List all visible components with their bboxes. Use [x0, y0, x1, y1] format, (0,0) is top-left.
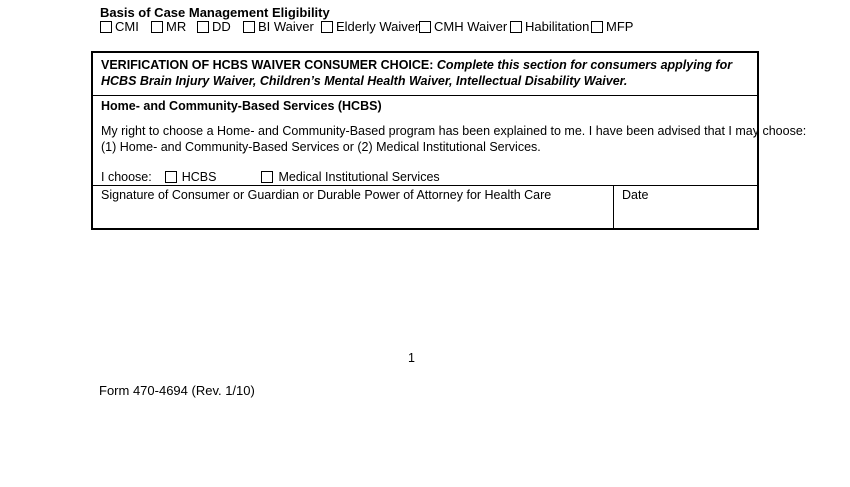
eligibility-option-label: DD — [212, 19, 231, 34]
eligibility-option-cmi[interactable] — [100, 19, 139, 34]
divider — [93, 95, 757, 96]
eligibility-option-dd[interactable] — [197, 19, 231, 34]
page-number: 1 — [408, 351, 415, 365]
eligibility-option-habilitation[interactable] — [510, 19, 589, 34]
eligibility-title: Basis of Case Management Eligibility — [100, 5, 330, 20]
checkbox-cmi[interactable] — [100, 21, 112, 33]
checkbox-bi-waiver[interactable] — [243, 21, 255, 33]
eligibility-option-label: Elderly Waiver — [336, 19, 420, 34]
checkbox-medical-institutional[interactable] — [261, 171, 273, 183]
signature-field[interactable] — [97, 203, 607, 225]
eligibility-option-label: MFP — [606, 19, 634, 34]
date-field-label: Date — [622, 188, 649, 202]
eligibility-option-label: BI Waiver — [258, 19, 314, 34]
hcbs-heading: Home- and Community-Based Services (HCBS) — [101, 99, 382, 113]
eligibility-option-cmh-waiver[interactable] — [419, 19, 507, 34]
checkbox-cmh-waiver[interactable] — [419, 21, 431, 33]
verification-intro — [101, 57, 751, 89]
divider — [93, 185, 757, 186]
choose-label: I choose: — [101, 170, 152, 184]
eligibility-option-label: CMH Waiver — [434, 19, 508, 34]
eligibility-option-label: CMI — [115, 19, 139, 34]
divider — [613, 185, 614, 228]
checkbox-dd[interactable] — [197, 21, 209, 33]
date-field[interactable] — [618, 203, 753, 225]
checkbox-habilitation[interactable] — [510, 21, 522, 33]
signature-field-label: Signature of Consumer or Guardian or Durable Power of Attorney for Health Care — [101, 188, 552, 202]
form-id: Form 470-4694 (Rev. 1/10) — [99, 383, 255, 398]
checkbox-elderly-waiver[interactable] — [321, 21, 333, 33]
eligibility-option-elderly-waiver[interactable] — [321, 19, 419, 34]
choice-medical-label: Medical Institutional Services — [278, 170, 440, 184]
eligibility-option-mr[interactable] — [151, 19, 186, 34]
right-to-choose-text — [101, 123, 806, 155]
choice-row — [101, 169, 440, 185]
eligibility-option-label: MR — [166, 19, 187, 34]
choice-hcbs-label: HCBS — [181, 170, 217, 184]
checkbox-mr[interactable] — [151, 21, 163, 33]
checkbox-mfp[interactable] — [591, 21, 603, 33]
eligibility-option-label: Habilitation — [525, 19, 590, 34]
eligibility-option-bi-waiver[interactable] — [243, 19, 314, 34]
eligibility-option-mfp[interactable] — [591, 19, 633, 34]
verification-instruction: Complete this section for consumers applying for HCBS Brain Injury Waiver, Children’s Mental Health Waiver, Intellectual Disability Waiver. — [101, 58, 733, 88]
verification-section — [91, 51, 807, 230]
right-to-choose-line: My right to choose a Home- and Community-Based program has been explained to me. I have been advised that I may choose: — [101, 124, 807, 138]
verification-heading: VERIFICATION OF HCBS WAIVER CONSUMER CHOICE: — [101, 58, 434, 72]
checkbox-hcbs[interactable] — [165, 171, 177, 183]
right-to-choose-line: (1) Home- and Community-Based Services or (2) Medical Institutional Services. — [101, 140, 541, 154]
